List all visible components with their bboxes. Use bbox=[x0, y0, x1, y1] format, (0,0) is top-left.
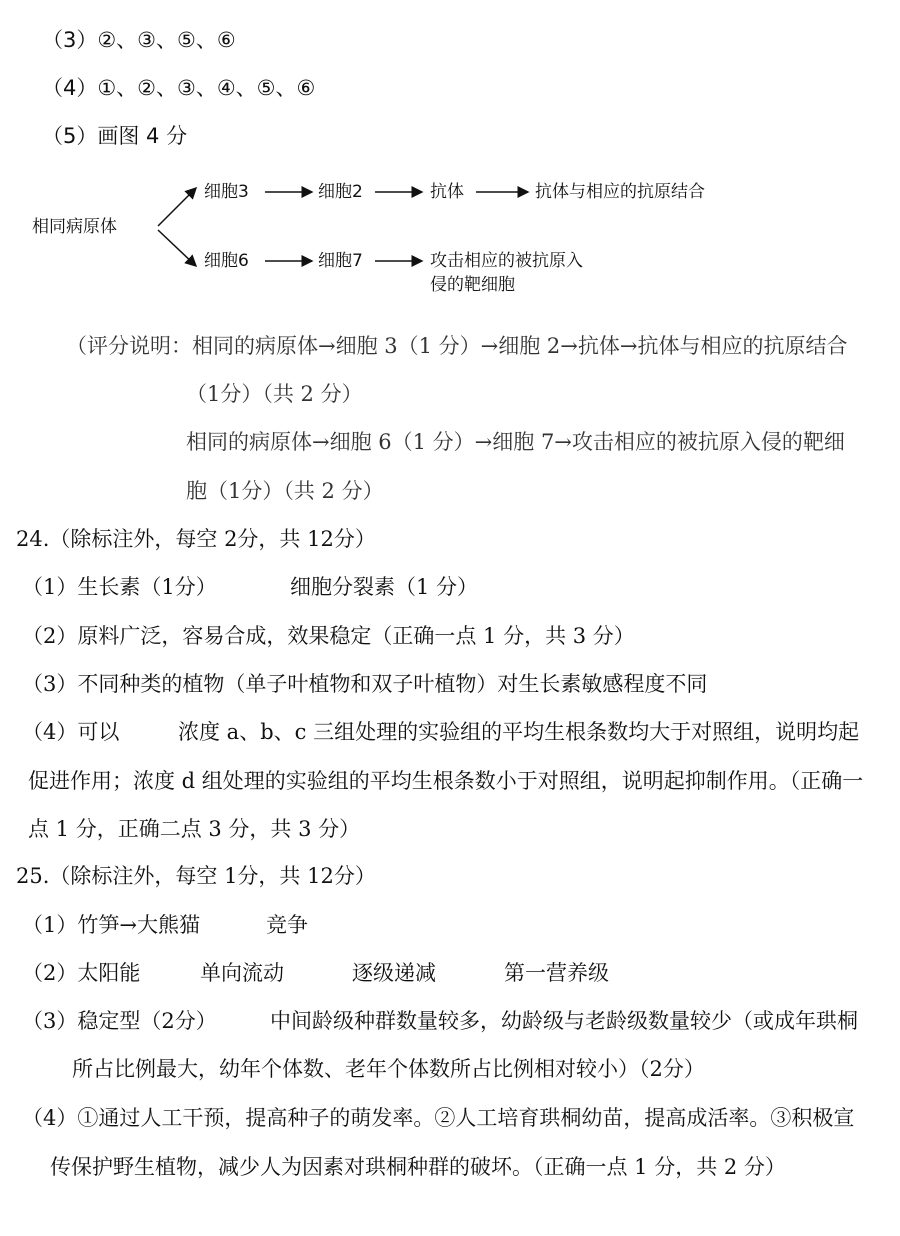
q24-part3: （3）不同种类的植物（单子叶植物和双子叶植物）对生长素敏感程度不同 bbox=[22, 672, 708, 696]
branch-arrow-bottom bbox=[158, 230, 196, 266]
diagram-source: 相同病原体 bbox=[32, 217, 117, 237]
q25-part4: （4）①通过人工干预，提高种子的萌发率。②人工培育珙桐幼苗，提高成活率。③积极宣 bbox=[22, 1106, 855, 1130]
q25-part1-b: 竞争 bbox=[266, 913, 308, 937]
q24-part2: （2）原料广泛，容易合成，效果稳定（正确一点 1 分，共 3 分） bbox=[22, 624, 635, 648]
q24-part4-line3: 点 1 分，正确二点 3 分，共 3 分） bbox=[28, 817, 361, 841]
diagram-node-cell6: 细胞6 bbox=[204, 251, 249, 271]
q25-part3-b: 中间龄级种群数量较多，幼龄级与老龄级数量较少（或成年珙桐 bbox=[270, 1009, 858, 1033]
diagram-node-cell7: 细胞7 bbox=[318, 251, 363, 271]
q25-part2-d: 第一营养级 bbox=[504, 961, 609, 985]
q23-part5: （5）画图 4 分 bbox=[42, 124, 188, 148]
q24-part1: （1）生长素（1分） bbox=[22, 575, 217, 599]
q24-part4-label: （4）可以 bbox=[22, 720, 120, 744]
q25-part1: （1）竹笋→大熊猫 bbox=[22, 913, 200, 937]
q23-part4: （4）①、②、③、④、⑤、⑥ bbox=[42, 76, 316, 100]
q25-part3: （3）稳定型（2分） bbox=[22, 1009, 217, 1033]
q24-header: 24.（除标注外，每空 2分，共 12分） bbox=[16, 527, 376, 551]
q25-part2: （2）太阳能 bbox=[22, 961, 141, 985]
q25-part3-line2: 所占比例最大，幼年个体数、老年个体数所占比例相对较小）（2分） bbox=[72, 1057, 705, 1081]
diagram-node-attack-line2: 侵的靶细胞 bbox=[430, 275, 515, 295]
q25-part2-b: 单向流动 bbox=[200, 961, 284, 985]
diagram-node-binding: 抗体与相应的抗原结合 bbox=[535, 182, 705, 202]
q24-part4-line2: 促进作用；浓度 d 组处理的实验组的平均生根条数小于对照组，说明起抑制作用。（正确一 bbox=[28, 769, 864, 793]
diagram-node-cell3: 细胞3 bbox=[204, 182, 249, 202]
diagram-node-antibody: 抗体 bbox=[430, 182, 464, 202]
q24-part4-text: 浓度 a、b、c 三组处理的实验组的平均生根条数均大于对照组，说明均起 bbox=[178, 720, 860, 744]
scoring-line-3: 相同的病原体→细胞 6（1 分）→细胞 7→攻击相应的被抗原入侵的靶细 bbox=[186, 430, 845, 454]
q24-part1-b: 细胞分裂素（1 分） bbox=[290, 575, 479, 599]
q23-part3: （3）②、③、⑤、⑥ bbox=[42, 28, 236, 52]
q25-part4-line2: 传保护野生植物，减少人为因素对珙桐种群的破坏。（正确一点 1 分，共 2 分） bbox=[50, 1155, 786, 1179]
scoring-line-4: 胞（1分）（共 2 分） bbox=[186, 479, 384, 503]
scoring-line-1: （评分说明：相同的病原体→细胞 3（1 分）→细胞 2→抗体→抗体与相应的抗原结合 bbox=[66, 334, 848, 358]
scoring-line-2: （1分）（共 2 分） bbox=[186, 382, 363, 406]
diagram-node-attack-line1: 攻击相应的被抗原入 bbox=[430, 251, 583, 271]
branch-arrow-top bbox=[158, 188, 196, 226]
q25-header: 25.（除标注外，每空 1分，共 12分） bbox=[16, 864, 376, 888]
diagram-arrows bbox=[0, 0, 900, 320]
q25-part2-c: 逐级递减 bbox=[352, 961, 436, 985]
diagram-node-cell2: 细胞2 bbox=[318, 182, 363, 202]
